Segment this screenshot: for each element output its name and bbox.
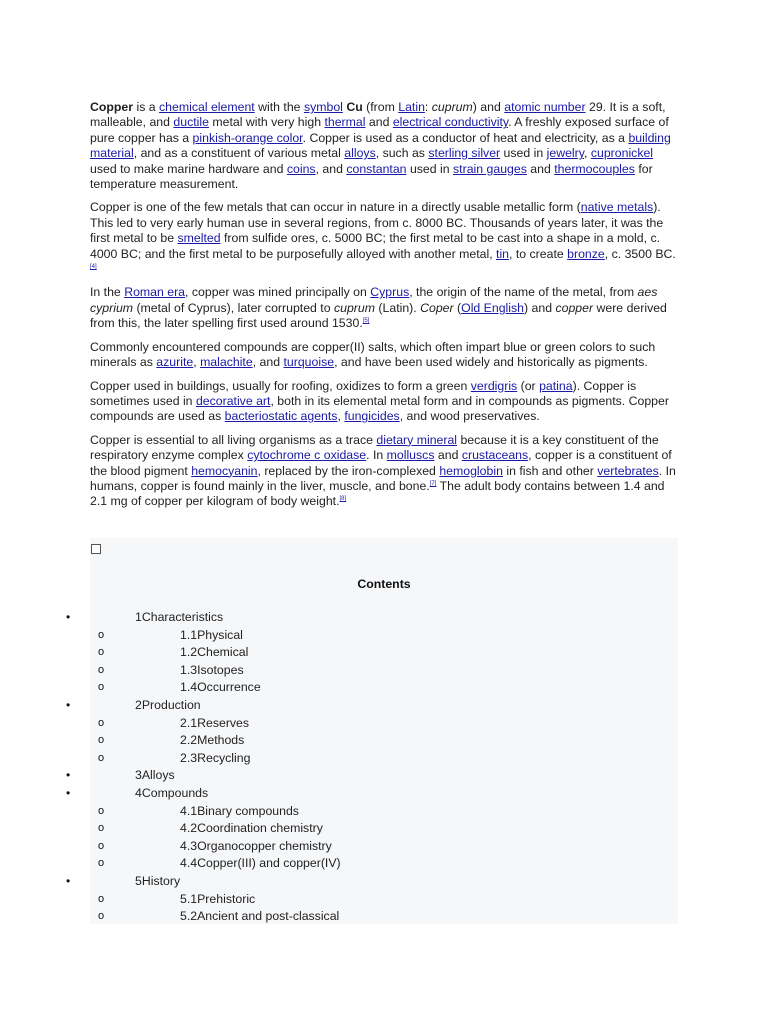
- text-run: :: [424, 100, 432, 114]
- toc-item[interactable]: [0, 838, 768, 856]
- toc-entry[interactable]: [180, 908, 339, 926]
- article-link[interactable]: electrical conductivity: [392, 115, 509, 130]
- toc-entry[interactable]: [135, 873, 180, 891]
- toc-entry[interactable]: [180, 838, 332, 856]
- text-run: and: [434, 448, 462, 463]
- text-run: , and as a constituent of various metal: [133, 146, 345, 161]
- toc-title: Contents: [357, 577, 411, 591]
- toc-item[interactable]: [0, 767, 768, 785]
- article-link[interactable]: tin: [496, 246, 510, 261]
- text-run: , and have been used widely and historically as pigments.: [334, 355, 648, 370]
- text-run: and: [526, 161, 555, 176]
- toc-label[interactable]: Prehistoric: [197, 891, 256, 906]
- text-run: , and: [315, 161, 347, 176]
- toc-item[interactable]: [0, 679, 768, 697]
- bullet-circle-icon: o: [98, 646, 105, 659]
- text-run: , both in its elemental metal form and in compounds as pigments. Copper compounds are used as: [90, 393, 669, 424]
- text-run: were derived from this, the later spelling first used around 1530.: [90, 300, 667, 331]
- toc-item[interactable]: [0, 732, 768, 750]
- toc-item[interactable]: [0, 873, 768, 891]
- italic-text: copper: [555, 300, 594, 315]
- text-run: 29. It is a soft, malleable, and: [90, 100, 666, 130]
- text-run: , copper is a constituent of the blood pigment: [90, 448, 672, 478]
- text-run: ,: [193, 355, 201, 370]
- text-run: , c. 3500 BC.: [604, 246, 676, 261]
- citation-ref[interactable]: [7]: [429, 480, 437, 487]
- article-link[interactable]: strain gauges: [453, 161, 527, 176]
- article-link[interactable]: decorative art: [195, 393, 271, 408]
- toc-label[interactable]: Recycling: [197, 750, 251, 765]
- toc-entry[interactable]: [180, 627, 243, 645]
- toc-entry[interactable]: [180, 679, 261, 697]
- text-run: . A freshly exposed surface of pure copper has a: [90, 115, 669, 145]
- article-link[interactable]: atomic number: [504, 100, 586, 114]
- article-link[interactable]: coins: [286, 161, 316, 176]
- italic-text: aes cyprium: [90, 285, 658, 315]
- toc-label[interactable]: Ancient and post-classical: [197, 909, 340, 924]
- toc-toggle-checkbox[interactable]: [91, 544, 101, 554]
- bullet-circle-icon: o: [98, 734, 105, 747]
- bold-text: Copper: [90, 100, 134, 114]
- toc-label[interactable]: Production: [141, 697, 201, 712]
- toc-item[interactable]: [0, 820, 768, 838]
- text-run: (or: [517, 378, 540, 393]
- toc-number: 2.2: [180, 733, 198, 748]
- article-body: [90, 100, 680, 518]
- article-link[interactable]: crustaceans: [461, 448, 529, 463]
- text-run: . In: [366, 448, 387, 463]
- toc-entry[interactable]: [180, 803, 299, 821]
- toc-item[interactable]: [0, 662, 768, 680]
- bullet-disc-icon: •: [66, 697, 71, 712]
- article-link[interactable]: bacteriostatic agents: [224, 409, 338, 424]
- text-run: in fish and other: [502, 463, 598, 478]
- text-run: , the origin of the name of the metal, from: [409, 285, 638, 300]
- article-link[interactable]: turquoise: [283, 355, 335, 370]
- text-run: , and: [252, 355, 284, 370]
- article-link[interactable]: smelted: [177, 231, 221, 246]
- bullet-circle-icon: o: [98, 751, 105, 764]
- toc-number: 4.2: [180, 821, 198, 836]
- italic-text: Coper: [420, 300, 454, 315]
- bullet-disc-icon: •: [66, 785, 71, 800]
- text-run: Commonly encountered compounds are copper(II) salts, which often impart blue or green colors to such minerals as: [90, 339, 656, 370]
- text-run: Copper is one of the few metals that can occur in nature in a directly usable metallic form (: [90, 200, 581, 215]
- toc-label[interactable]: Binary compounds: [197, 803, 299, 818]
- text-run: ,: [584, 146, 591, 161]
- toc-label[interactable]: Alloys: [141, 768, 175, 783]
- text-run: The adult body contains between 1.4 and 2.1 mg of copper per kilogram of body weight.: [90, 478, 665, 509]
- text-run: with the: [254, 100, 304, 114]
- article-link[interactable]: Roman era: [124, 285, 186, 300]
- toc-number: 1.1: [180, 627, 198, 642]
- toc-label[interactable]: Characteristics: [141, 610, 224, 624]
- text-run: used to make marine hardware and: [90, 161, 287, 176]
- article-link[interactable]: azurite: [156, 355, 194, 370]
- italic-text: cuprum: [333, 300, 375, 315]
- bullet-circle-icon: o: [98, 804, 105, 817]
- toc-item[interactable]: [0, 908, 768, 926]
- toc-label[interactable]: Organocopper chemistry: [197, 838, 332, 853]
- article-link[interactable]: jewelry: [546, 146, 584, 161]
- text-run: used in: [500, 146, 547, 161]
- text-run: and: [365, 115, 393, 130]
- article-link[interactable]: symbol: [303, 100, 343, 114]
- citation-ref[interactable]: [8]: [339, 496, 347, 503]
- toc-entry[interactable]: [135, 767, 175, 785]
- article-link[interactable]: cupronickel: [590, 146, 654, 161]
- article-link[interactable]: molluscs: [386, 448, 435, 463]
- article-link[interactable]: hemocyanin: [191, 463, 258, 478]
- toc-number: 1.3: [180, 662, 198, 677]
- bold-text: Cu: [346, 100, 363, 114]
- toc-entry[interactable]: [135, 785, 208, 803]
- toc-number: 4.1: [180, 803, 198, 818]
- toc-label[interactable]: Chemical: [197, 645, 249, 660]
- article-link[interactable]: Cyprus: [370, 285, 410, 300]
- text-run: ). This led to very early human use in several regions, from c. 8000 BC. Thousands of years later, it was the first metal to be: [90, 200, 664, 246]
- article-link[interactable]: verdigris: [470, 378, 518, 393]
- bullet-circle-icon: o: [98, 892, 105, 905]
- article-link[interactable]: patina: [539, 378, 573, 393]
- toc-number: 2.3: [180, 750, 198, 765]
- text-run: for temperature measurement.: [90, 161, 653, 192]
- toc-item[interactable]: [0, 609, 768, 627]
- article-link[interactable]: thermocouples: [554, 161, 635, 176]
- text-run: is a: [133, 100, 160, 114]
- article-link[interactable]: hemoglobin: [439, 463, 503, 478]
- toc-label[interactable]: History: [141, 873, 181, 888]
- toc-number: 1.2: [180, 645, 198, 660]
- toc-label[interactable]: Occurrence: [197, 680, 261, 695]
- italic-text: cuprum: [431, 100, 473, 114]
- toc-entry[interactable]: [180, 891, 255, 909]
- citation-ref[interactable]: [5]: [362, 318, 370, 325]
- text-run: (from: [362, 100, 399, 114]
- article-link[interactable]: Latin: [398, 100, 425, 114]
- toc-entry[interactable]: [135, 609, 223, 627]
- bullet-circle-icon: o: [98, 822, 105, 835]
- text-run: because it is a key constituent of the respiratory enzyme complex: [90, 432, 659, 463]
- article-link[interactable]: thermal: [324, 115, 366, 130]
- text-run: In the: [90, 285, 125, 300]
- paragraph: [90, 433, 680, 510]
- toc-number: 5: [135, 873, 142, 888]
- toc-number: 1.4: [180, 680, 198, 695]
- toc-number: 4.4: [180, 856, 198, 871]
- paragraph: [90, 285, 680, 331]
- paragraph: [90, 200, 680, 277]
- bullet-disc-icon: •: [66, 873, 71, 888]
- citation-ref[interactable]: [4]: [90, 263, 97, 270]
- article-link[interactable]: building material: [90, 130, 671, 161]
- article-link[interactable]: dietary mineral: [376, 432, 458, 447]
- text-run: . Copper is used as a conductor of heat and electricity, as a: [302, 130, 629, 145]
- article-link[interactable]: ductile: [173, 115, 209, 130]
- toc-label[interactable]: Coordination chemistry: [197, 821, 323, 836]
- toc-entry[interactable]: [180, 662, 244, 680]
- paragraph: [90, 100, 680, 192]
- bullet-disc-icon: •: [66, 610, 71, 624]
- toc-entry[interactable]: [180, 820, 323, 838]
- toc-entry[interactable]: [180, 644, 248, 662]
- toc-number: 5.1: [180, 891, 198, 906]
- toc-item[interactable]: [0, 855, 768, 873]
- bullet-circle-icon: o: [98, 663, 105, 676]
- toc-number: 3: [135, 768, 142, 783]
- toc-label[interactable]: Isotopes: [197, 662, 244, 677]
- paragraph: [90, 379, 680, 425]
- text-run: , and wood preservatives.: [399, 409, 540, 424]
- article-link[interactable]: sterling silver: [428, 146, 501, 161]
- toc-label[interactable]: Methods: [197, 733, 245, 748]
- article-link[interactable]: constantan: [346, 161, 407, 176]
- text-run: used in: [406, 161, 454, 176]
- text-run: ). Copper is sometimes used in: [90, 378, 637, 408]
- toc-number: 2.1: [180, 715, 198, 730]
- toc-number: 5.2: [180, 909, 198, 924]
- toc-number: 4.3: [180, 838, 198, 853]
- bullet-circle-icon: o: [98, 681, 105, 694]
- toc-item[interactable]: [0, 891, 768, 909]
- text-run: , such as: [375, 146, 429, 161]
- toc-label[interactable]: Compounds: [141, 785, 209, 800]
- article-link[interactable]: alloys: [344, 146, 376, 161]
- text-run: Copper is essential to all living organisms as a trace: [90, 432, 377, 447]
- toc-number: 1: [135, 610, 142, 624]
- article-link[interactable]: fungicides: [344, 409, 400, 424]
- article-link[interactable]: pinkish-orange color: [192, 130, 303, 145]
- text-run: from sulfide ores, c. 5000 BC; the first metal to be cast into a shape in a mold, c. 4000 BC; and the first metal to be purposefully alloyed with another metal,: [90, 231, 661, 261]
- article-link[interactable]: native metals: [580, 200, 654, 215]
- bullet-circle-icon: o: [98, 628, 105, 641]
- article-link[interactable]: malachite: [200, 355, 253, 370]
- toc-item[interactable]: [0, 803, 768, 821]
- text-run: ) and: [524, 300, 556, 315]
- text-run: ) and: [472, 100, 505, 114]
- text-run: (: [453, 300, 462, 315]
- article-link[interactable]: bronze: [567, 246, 605, 261]
- bullet-disc-icon: •: [66, 768, 71, 783]
- toc-item[interactable]: [0, 785, 768, 803]
- toc-item[interactable]: [0, 697, 768, 715]
- toc-label[interactable]: Reserves: [197, 715, 250, 730]
- bullet-circle-icon: o: [98, 857, 105, 870]
- text-run: , to create: [509, 246, 568, 261]
- toc-item[interactable]: [0, 715, 768, 733]
- toc-entry[interactable]: [180, 855, 341, 873]
- toc-item[interactable]: [0, 750, 768, 768]
- toc-item[interactable]: [0, 627, 768, 645]
- text-run: (metal of Cyprus), later corrupted to: [133, 300, 334, 315]
- text-run: Copper used in buildings, usually for roofing, oxidizes to form a green: [90, 378, 471, 393]
- toc-number: 2: [135, 697, 142, 712]
- bullet-circle-icon: o: [98, 839, 105, 852]
- article-link[interactable]: cytochrome c oxidase: [247, 448, 367, 463]
- text-run: (Latin).: [375, 300, 421, 315]
- toc-label[interactable]: Copper(III) and copper(IV): [197, 856, 341, 871]
- toc-item[interactable]: [0, 644, 768, 662]
- article-link[interactable]: Old English: [461, 300, 525, 315]
- text-run: metal with very high: [208, 115, 325, 130]
- bullet-circle-icon: o: [98, 716, 105, 729]
- toc-label[interactable]: Physical: [197, 627, 243, 642]
- toc-list: [0, 609, 768, 926]
- article-link[interactable]: chemical element: [159, 100, 255, 114]
- text-run: ,: [337, 409, 345, 424]
- bullet-circle-icon: o: [98, 910, 105, 923]
- text-run: , replaced by the iron-complexed: [257, 463, 440, 478]
- paragraph: [90, 340, 680, 371]
- text-run: , copper was mined principally on: [185, 285, 371, 300]
- toc-entry[interactable]: [180, 732, 244, 750]
- toc-entry[interactable]: [180, 715, 249, 733]
- toc-entry[interactable]: [135, 697, 201, 715]
- toc-number: 4: [135, 785, 142, 800]
- article-link[interactable]: vertebrates: [597, 463, 659, 478]
- toc-entry[interactable]: [180, 750, 250, 768]
- text-run: . In humans, copper is found mainly in the liver, muscle, and bone.: [90, 463, 676, 493]
